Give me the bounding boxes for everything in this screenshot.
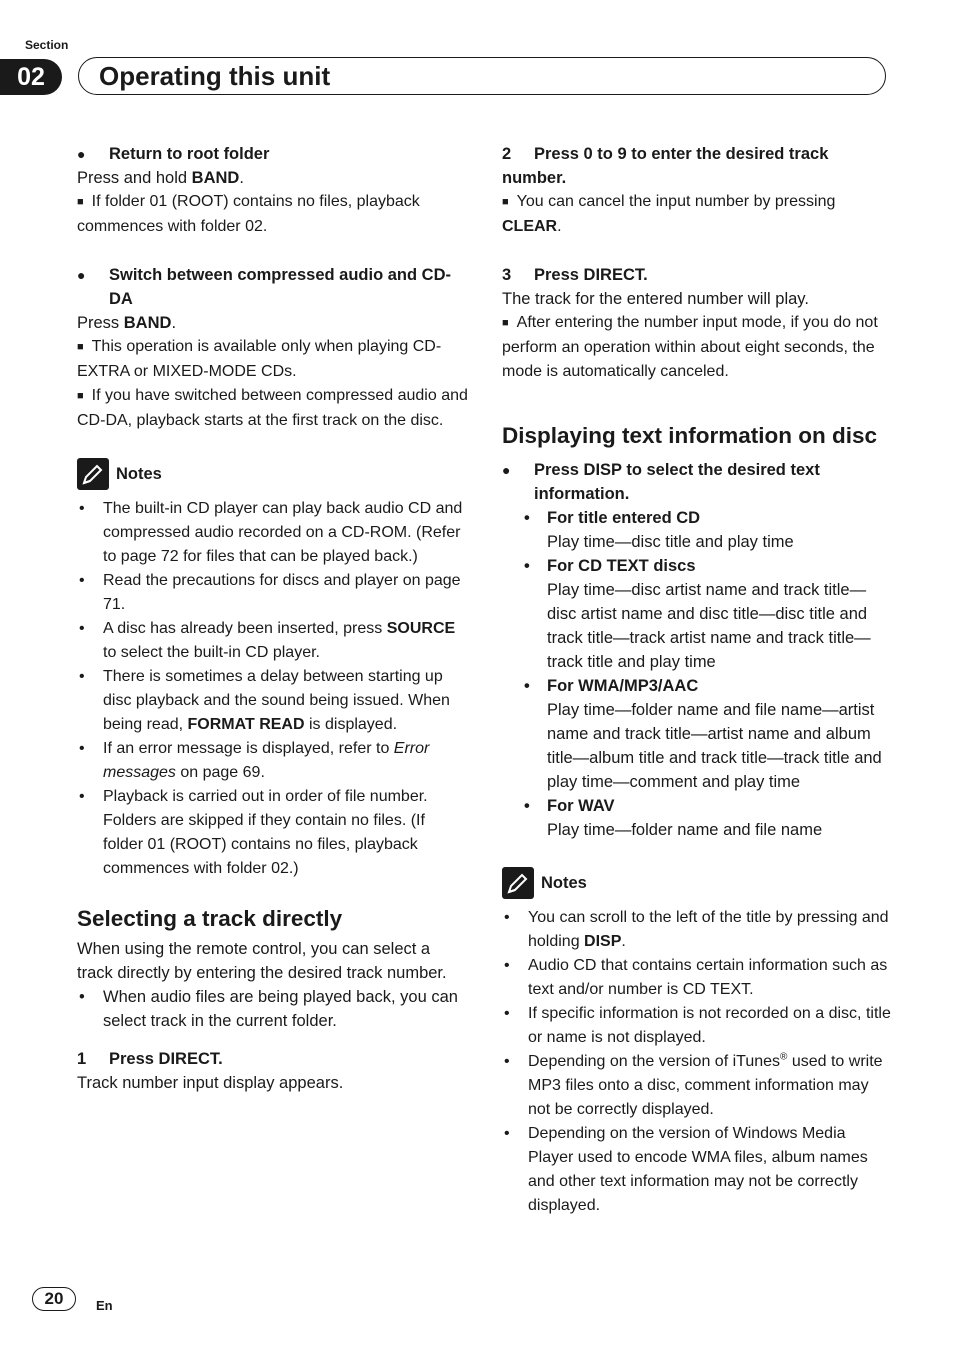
right-column <box>502 142 894 1218</box>
square-bullet-icon: ■ <box>77 196 84 208</box>
note-item: • Read the precautions for discs and player on page 71. <box>77 569 469 617</box>
switch-note-1: ■ This operation is available only when playing CD-EXTRA or MIXED-MODE CDs. <box>77 338 442 380</box>
display-option-wma-mp3-aac: • For WMA/MP3/AAC Play time—folder name and file name—artist name and track title—artist name and album title—album title and track title—track title and play time—comment and play time <box>524 677 882 791</box>
step-3: 3 Press DIRECT. <box>502 266 648 284</box>
square-bullet-icon: ■ <box>77 390 84 402</box>
step-1: 1 Press DIRECT. <box>77 1050 223 1068</box>
bullet-dot-icon: ● <box>77 146 86 162</box>
display-option-title-cd: • For title entered CD Play time—disc title and play time <box>524 509 794 551</box>
square-bullet-icon: ■ <box>77 341 84 353</box>
bullet-dot-icon: ● <box>502 462 511 478</box>
square-bullet-icon: ■ <box>502 196 509 208</box>
page-title-box <box>78 57 886 95</box>
select-track-intro: When using the remote control, you can select a track directly by entering the desired track number. <box>77 940 447 982</box>
display-text-instruction: ● Press DISP to select the desired text information. <box>502 458 894 506</box>
display-text-heading: Displaying text information on disc <box>502 423 878 448</box>
pencil-note-icon <box>502 867 534 899</box>
step-3-description: The track for the entered number will play. <box>502 290 809 308</box>
step-2-note: ■ You can cancel the input number by pressing CLEAR. <box>502 193 836 235</box>
select-track-bullet: • When audio files are being played back, you can select track in the current folder. <box>77 985 469 1033</box>
note-item: • A disc has already been inserted, press SOURCE to select the built-in CD player. <box>77 617 469 665</box>
note-item: • If an error message is displayed, refer to Error messages on page 69. <box>77 737 469 785</box>
note-item: • Depending on the version of Windows Media Player used to encode WMA files, album names and other text information may not be correctly displayed. <box>502 1122 894 1218</box>
section-label: Section <box>25 38 69 52</box>
note-item: • Audio CD that contains certain information such as text and/or number is CD TEXT. <box>502 954 894 1002</box>
note-item: • Depending on the version of iTunes® used to write MP3 files onto a disc, comment information may not be correctly displayed. <box>502 1050 894 1122</box>
select-track-bullets <box>77 985 469 1033</box>
page-number: 20 <box>32 1287 76 1311</box>
root-folder-note: ■ If folder 01 (ROOT) contains no files, playback commences with folder 02. <box>77 193 420 235</box>
notes-header <box>77 457 469 491</box>
notes-label: Notes <box>116 465 162 483</box>
square-bullet-icon: ■ <box>502 317 509 329</box>
section-number-badge: 02 <box>0 59 62 95</box>
display-option-wav: • For WAV Play time—folder name and file name <box>524 797 823 839</box>
left-column <box>77 142 469 1095</box>
bullet-dot-icon: ● <box>77 267 86 283</box>
switch-note-2: ■ If you have switched between compressed audio and CD-DA, playback starts at the first track on the disc. <box>77 387 468 429</box>
display-option-cd-text: • For CD TEXT discs Play time—disc artist name and track title—disc artist name and disc title—disc title and track title—track artist name and track title—track title and play time <box>524 557 871 671</box>
notes-label: Notes <box>541 874 587 892</box>
note-item: • You can scroll to the left of the title by pressing and holding DISP. <box>502 906 894 954</box>
step-2: 2 Press 0 to 9 to enter the desired track number. <box>502 145 829 187</box>
note-item: • Playback is carried out in order of file number. Folders are skipped if they contain no files. (If folder 01 (ROOT) contains no files, playback commences with folder 02.) <box>77 785 469 881</box>
note-item: • There is sometimes a delay between starting up disc playback and the sound being issued. When being read, FORMAT READ is displayed. <box>77 665 469 737</box>
step-3-note: ■ After entering the number input mode, if you do not perform an operation within about eight seconds, the mode is automatically canceled. <box>502 314 878 380</box>
notes-header <box>502 866 894 900</box>
switch-heading: ● Switch between compressed audio and CD-DA <box>77 263 469 311</box>
language-label: En <box>96 1298 113 1313</box>
note-item: • If specific information is not recorded on a disc, title or name is not displayed. <box>502 1002 894 1050</box>
step-1-description: Track number input display appears. <box>77 1074 344 1092</box>
notes-list <box>502 906 894 1218</box>
root-folder-instruction: Press and hold BAND. <box>77 169 244 187</box>
note-item: • The built-in CD player can play back audio CD and compressed audio recorded on a CD-ROM. (Refer to page 72 for files that can be played back.) <box>77 497 469 569</box>
pencil-note-icon <box>77 458 109 490</box>
select-track-heading: Selecting a track directly <box>77 906 343 931</box>
notes-list <box>77 497 469 881</box>
switch-instruction: Press BAND. <box>77 314 177 332</box>
root-folder-heading: ● Return to root folder <box>77 142 469 166</box>
page-title: Operating this unit <box>99 61 331 91</box>
